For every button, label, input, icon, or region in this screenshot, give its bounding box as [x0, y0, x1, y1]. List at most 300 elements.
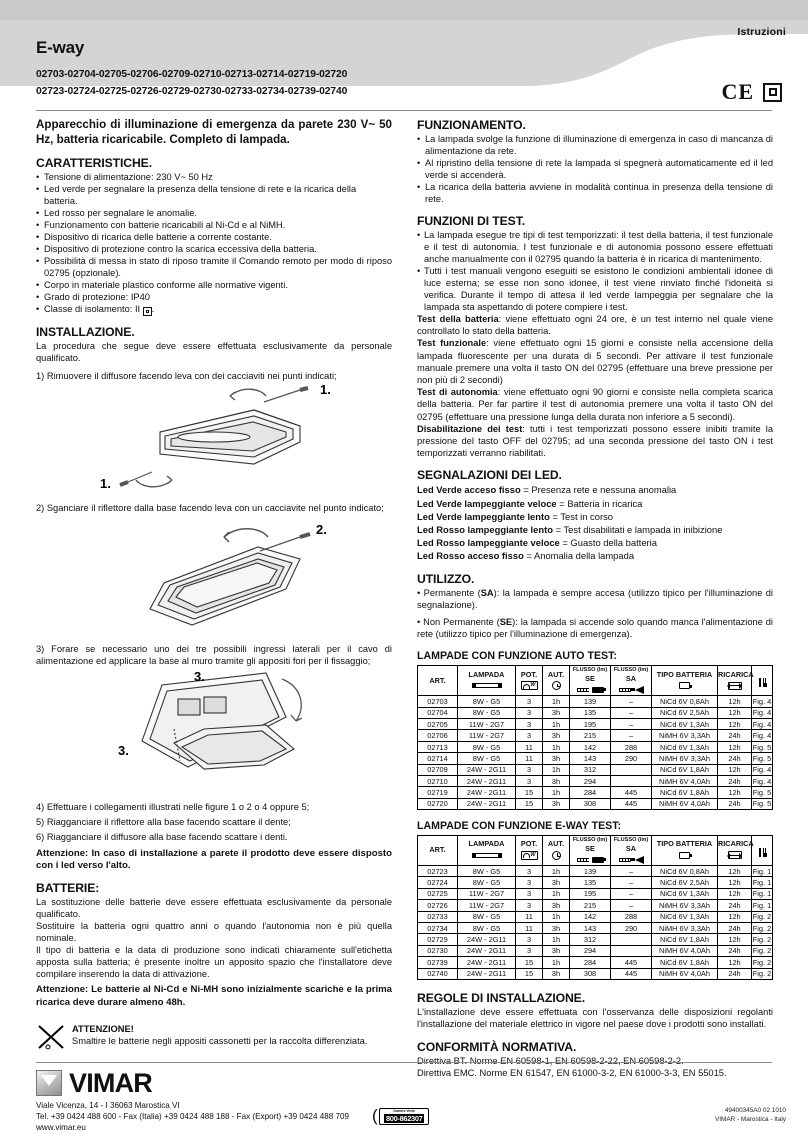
col-header-flusso-se: FLUSSO (lm) SE [570, 666, 611, 696]
cell-figura: Fig. 5 [752, 788, 772, 798]
utilizzo-item-non-permanente [417, 616, 773, 640]
installazione-step-2: 2) Sganciare il riflettore dalla base facendo leva con un cacciavite nel punto indicato; [36, 503, 384, 514]
cell-aut: 1h [543, 888, 570, 899]
list-item-class-isolamento [36, 303, 392, 316]
instructions-label: Istruzioni [737, 26, 786, 38]
table-row [418, 798, 773, 809]
cell-ricarica: 24h [718, 730, 752, 741]
table-row [418, 888, 773, 899]
cell-lampada: 11W - 2G7 [458, 719, 516, 730]
ce-mark-icon: CE [721, 79, 754, 104]
cell-aut: 3h [543, 877, 570, 888]
cell-ricarica: 12h [718, 707, 752, 718]
cell-aut: 1h [543, 866, 570, 877]
cell-flusso-se: 312 [570, 764, 611, 775]
crossed-out-wheeled-bin-icon [36, 1022, 66, 1052]
test-definition-term: Disabilitazione dei test [417, 423, 523, 434]
col-header-flusso-sa: FLUSSO (lm) SA [611, 666, 652, 696]
batterie-warning: Attenzione: Le batterie al Ni-Cd e Ni-MH sono inizialmente scariche e la prima ricarica deve durare almeno 48h. [36, 984, 392, 1008]
funzionamento-list [417, 133, 773, 205]
class-isolamento-text: Classe di isolamento: II [44, 304, 141, 315]
cell-flusso-sa [611, 776, 652, 787]
cell-flusso-se: 308 [570, 968, 611, 979]
cell-lampada: 11W - 2G7 [458, 888, 516, 899]
cell-tipo-batteria: NiCd 6V 2,5Ah [652, 877, 718, 888]
table-row [418, 911, 773, 922]
list-item: • Dispositivo di protezione contro la scarica eccessiva della batteria. [36, 243, 392, 255]
list-item: • Led rosso per segnalare le anomalie. [36, 207, 392, 219]
lamp-battery-icon [570, 684, 610, 695]
cell-lampada: 8W - G5 [458, 911, 516, 922]
cell-ricarica: 12h [718, 696, 752, 707]
col-header-art: ART. [418, 836, 458, 866]
test-definition-text: : tutti i test temporizzati possono essere inibiti tramite la pressione del tasto OFF del 02795; ad una seconda pressione del tasto ON i test temporizzati verranno riabilitati. [417, 423, 773, 459]
cell-flusso-sa: 445 [611, 787, 652, 798]
header-divider [36, 110, 772, 111]
table-row [418, 741, 773, 752]
cell-art: 02704 [418, 707, 458, 718]
cell-aut: 3h [543, 798, 570, 809]
installazione-step-5: 5) Riagganciare il riflettore alla base facendo scattare il dente; [36, 817, 291, 828]
cell-flusso-sa: – [611, 877, 652, 888]
col-header-figura [752, 836, 773, 866]
figure-2-label: 2. [316, 521, 327, 537]
led-signals-list [417, 483, 773, 562]
section-heading-funzionamento: FUNZIONAMENTO. [417, 118, 526, 132]
cell-figura: Fig. 2 [752, 935, 772, 945]
cell-lampada: 8W - G5 [458, 753, 516, 764]
cell-aut: 1h [543, 957, 570, 968]
cell-ricarica: 12h [718, 719, 752, 730]
disposal-warning-title: ATTENZIONE! [72, 1023, 134, 1034]
cell-figura: Fig. 4 [752, 696, 772, 706]
address-line-2: Tel. +39 0424 488 600 - Fax (Italia) +39 0424 488 188 - Fax (Export) +39 0424 488 709 [36, 1111, 349, 1121]
led-signal-row [417, 497, 773, 510]
cell-flusso-se: 308 [570, 798, 611, 809]
cell-flusso-se: 195 [570, 888, 611, 899]
cell-tipo-batteria: NiMH 6V 3,3Ah [652, 730, 718, 741]
cell-pot: 3 [516, 719, 543, 730]
utilizzo-prefix: • Non Permanente ( [417, 617, 500, 628]
cell-flusso-se: 135 [570, 877, 611, 888]
installazione-step-3: 3) Forare se necessario uno dei tre possibili ingressi laterali per il cavo di alimentazione ed applicare la base al muro tramite gli appositi fori per il fissaggio; [36, 643, 392, 666]
table-row [418, 787, 773, 798]
cell-ricarica: 12h [718, 764, 752, 775]
cell-lampada: 24W - 2G11 [458, 968, 516, 979]
cell-art: 02734 [418, 922, 458, 933]
cell-flusso-sa: – [611, 707, 652, 718]
cell-ricarica: 24h [718, 968, 752, 979]
section-heading-regole: REGOLE DI INSTALLAZIONE. [417, 990, 585, 1005]
battery-icon [652, 850, 717, 861]
page-title: E-way [36, 38, 85, 57]
cell-aut: 1h [543, 696, 570, 707]
cell-art: 02706 [418, 730, 458, 741]
cell-flusso-se: 215 [570, 730, 611, 741]
cell-flusso-sa: 290 [611, 922, 652, 933]
certification-marks [721, 79, 782, 105]
col-header-lampada: LAMPADA [458, 836, 516, 866]
cell-ricarica: 12h [718, 741, 752, 752]
lamp-battery-icon [570, 854, 610, 865]
led-signal-row [417, 523, 773, 536]
cell-figura: Fig. 1 [752, 889, 772, 899]
cell-figura: Fig. 4 [752, 719, 772, 729]
cell-flusso-sa: – [611, 900, 652, 911]
table-eway-test-body [418, 866, 773, 980]
cell-tipo-batteria: NiCd 6V 1,8Ah [652, 957, 718, 968]
class-isolamento-suffix: . [151, 304, 155, 315]
cell-pot: 3 [516, 900, 543, 911]
table-title-auto-test: LAMPADE CON FUNZIONE AUTO TEST: [417, 650, 617, 663]
cell-figura: Fig. 2 [752, 969, 772, 979]
cell-art: 02726 [418, 900, 458, 911]
tools-icon [752, 670, 772, 692]
list-item: • Grado di protezione: IP40 [36, 291, 392, 303]
table-auto-test [417, 665, 773, 810]
col-header-aut: AUT. [543, 666, 570, 696]
cell-flusso-se: 215 [570, 900, 611, 911]
table-row [418, 753, 773, 764]
cell-pot: 3 [516, 945, 543, 956]
cell-art: 02714 [418, 753, 458, 764]
cell-art: 02724 [418, 877, 458, 888]
led-signal-text: = Anomalia della lampada [523, 550, 635, 562]
test-definition-text: : viene effettuato ogni 15 giorni e consiste nella accensione della lampada fluorescente per una durata di 5 secondi. Per attivare il test funzionale manuale premere una volta il tasto ON del 02795 (effettuare una breve pressione per non più di 2 secondi) [417, 338, 773, 386]
cell-tipo-batteria: NiCd 6V 1,3Ah [652, 911, 718, 922]
table-row [418, 957, 773, 968]
cell-pot: 15 [516, 787, 543, 798]
col-header-aut: AUT. [543, 836, 570, 866]
cell-lampada: 8W - G5 [458, 696, 516, 707]
cell-flusso-se: 143 [570, 922, 611, 933]
cell-art: 02710 [418, 776, 458, 787]
cell-pot: 15 [516, 968, 543, 979]
led-signal-text: = Test in corso [549, 510, 613, 522]
test-definition-text: : viene effettuato ogni 24 ore, è un test interno nel quale viene controllato lo stato della batteria. [417, 314, 773, 337]
cell-flusso-se: 139 [570, 696, 611, 707]
cell-ricarica: 24h [718, 945, 752, 956]
cell-figura: Fig. 5 [752, 742, 772, 752]
cell-tipo-batteria: NiCd 6V 1,8Ah [652, 787, 718, 798]
led-signal-term: Led Verde acceso fisso [417, 484, 521, 496]
cell-art: 02713 [418, 741, 458, 752]
doc-origin: VIMAR - Marostica - Italy [714, 1116, 786, 1123]
lamp-mains-plug-icon [611, 854, 651, 865]
disposal-warning-block [36, 1022, 392, 1052]
table-row [418, 764, 773, 775]
cell-ricarica: 12h [718, 957, 752, 968]
table-row [418, 900, 773, 911]
cell-figura: Fig. 5 [752, 799, 772, 809]
cell-figura: Fig. 1 [752, 900, 772, 910]
clock-icon [543, 680, 569, 691]
cell-pot: 3 [516, 866, 543, 877]
cell-ricarica: 24h [718, 922, 752, 933]
company-address [36, 1101, 349, 1133]
list-item: • Dispositivo di ricarica delle batterie a corrente costante. [36, 231, 392, 243]
cell-figura: Fig. 2 [752, 912, 772, 922]
website-url[interactable]: www.vimar.eu [36, 1122, 86, 1132]
batterie-paragraph-2: Sostituire la batteria ogni quattro anni o quando l'autonomia non è più quella nominale. [36, 920, 392, 943]
cell-art: 02720 [418, 798, 458, 809]
cell-aut: 3h [543, 776, 570, 787]
conformita-line-2: Direttiva EMC. Norme EN 61547, EN 61000-3-2, EN 61000-3-3, EN 55015. [417, 1068, 727, 1079]
cell-aut: 1h [543, 911, 570, 922]
cell-ricarica: 12h [718, 934, 752, 945]
battery-icon [652, 680, 717, 691]
tube-lamp-icon [458, 850, 515, 861]
list-item: • Possibilità di messa in stato di riposo tramite il Comando remoto per modo di riposo 02795 (opzionale). [36, 255, 392, 279]
led-signal-term: Led Verde lampeggiante lento [417, 510, 550, 522]
cell-art: 02740 [418, 968, 458, 979]
led-signal-row [417, 536, 773, 549]
cell-art: 02709 [418, 764, 458, 775]
list-item: • Led verde per segnalare la presenza della tensione di rete e la ricarica della batteria. [36, 183, 392, 207]
cell-aut: 1h [543, 719, 570, 730]
cell-flusso-sa: 290 [611, 753, 652, 764]
cell-figura: Fig. 4 [752, 776, 772, 786]
col-header-pot: POT. W [516, 836, 543, 866]
cell-tipo-batteria: NiMH 6V 4,0Ah [652, 968, 718, 979]
cell-ricarica: 12h [718, 787, 752, 798]
utilizzo-item-permanente [417, 587, 773, 611]
col-header-pot: POT. W [516, 666, 543, 696]
cell-flusso-sa [611, 945, 652, 956]
cell-pot: 11 [516, 753, 543, 764]
cell-flusso-se: 135 [570, 707, 611, 718]
cell-aut: 3h [543, 707, 570, 718]
col-header-ricarica: RICARICA [718, 666, 752, 696]
test-definition-term: Test di autonomia [417, 387, 498, 398]
cell-flusso-sa: – [611, 696, 652, 707]
cell-art: 02703 [418, 696, 458, 707]
cell-figura: Fig. 4 [752, 765, 772, 775]
conformita-line-1: Direttiva BT. Norme EN 60598-1, EN 60598-2-22, EN 60598-2-2. [417, 1056, 684, 1067]
cell-flusso-sa: 445 [611, 957, 652, 968]
col-header-tipo-batteria: TIPO BATTERIA [652, 836, 718, 866]
figure-3-label-a: 3. [194, 669, 205, 684]
lamp-mains-plug-icon [611, 684, 651, 695]
cell-figura: Fig. 2 [752, 923, 772, 933]
utilizzo-suffix: ): la lampada si accende solo quando manca l'alimentazione di rete (utilizzo tipico per l'illuminazione di emergenza). [417, 617, 773, 640]
cell-flusso-se: 312 [570, 934, 611, 945]
figure-step-3 [36, 669, 392, 797]
product-codes [36, 66, 596, 100]
cell-lampada: 24W - 2G11 [458, 957, 516, 968]
cell-ricarica: 12h [718, 877, 752, 888]
cell-ricarica: 24h [718, 900, 752, 911]
table-row [418, 776, 773, 787]
green-number-label: Numero Verde [393, 1109, 416, 1113]
product-description: Apparecchio di illuminazione di emergenza da parete 230 V~ 50 Hz, batteria ricaricabile. Completo di lampada. [36, 118, 392, 146]
cell-figura: Fig. 5 [752, 753, 772, 763]
cell-flusso-sa: – [611, 730, 652, 741]
left-column [36, 118, 392, 1052]
col-header-lampada: LAMPADA [458, 666, 516, 696]
funzioni-test-list [417, 229, 773, 313]
cell-flusso-se: 142 [570, 741, 611, 752]
cell-pot: 3 [516, 764, 543, 775]
cell-tipo-batteria: NiCd 6V 1,8Ah [652, 934, 718, 945]
cell-aut: 1h [543, 764, 570, 775]
cell-tipo-batteria: NiCd 6V 1,3Ah [652, 741, 718, 752]
brand-name: VIMAR [69, 1068, 152, 1098]
cell-pot: 3 [516, 877, 543, 888]
cell-figura: Fig. 2 [752, 946, 772, 956]
cell-ricarica: 24h [718, 798, 752, 809]
cell-pot: 11 [516, 922, 543, 933]
cell-figura: Fig. 1 [752, 866, 772, 876]
col-header-flusso-se: FLUSSO (lm) SE [570, 836, 611, 866]
utilizzo-suffix: ): la lampada è sempre accesa (utilizzo tipico per l'illuminazione di segnalazione). [417, 587, 773, 610]
led-signal-row [417, 510, 773, 523]
section-heading-segnalazioni: SEGNALAZIONI DEI LED. [417, 468, 562, 483]
cell-aut: 3h [543, 900, 570, 911]
cell-flusso-sa [611, 764, 652, 775]
cell-tipo-batteria: NiMH 6V 3,3Ah [652, 753, 718, 764]
list-item: • Corpo in materiale plastico conforme alle normative vigenti. [36, 279, 392, 291]
test-definition [417, 423, 773, 460]
cell-pot: 3 [516, 730, 543, 741]
cell-aut: 3h [543, 945, 570, 956]
disposal-warning-text [72, 1022, 367, 1047]
col-header-ricarica: RICARICA [718, 836, 752, 866]
cell-art: 02719 [418, 787, 458, 798]
doc-code-value: 49400345A0 02 1010 [724, 1107, 786, 1114]
cell-lampada: 8W - G5 [458, 741, 516, 752]
list-item: • Tensione di alimentazione: 230 V~ 50 Hz [36, 171, 392, 183]
section-heading-utilizzo: UTILIZZO. [417, 571, 475, 586]
list-item: • Al ripristino della tensione di rete la lampada si spegnerà automaticamente ed il led verde si accenderà. [417, 157, 773, 181]
cell-art: 02705 [418, 719, 458, 730]
cell-figura: Fig. 2 [752, 957, 772, 967]
installazione-step-6: 6) Riagganciare il diffusore alla base facendo scattare i denti. [36, 832, 288, 843]
table-title-eway-test: LAMPADE CON FUNZIONE E-WAY TEST: [417, 820, 622, 833]
cell-aut: 3h [543, 753, 570, 764]
cell-flusso-sa: 288 [611, 911, 652, 922]
table-auto-test-body [418, 696, 773, 810]
caratteristiche-list [36, 171, 392, 316]
cell-tipo-batteria: NiCd 6V 1,3Ah [652, 719, 718, 730]
recharge-icon [718, 680, 751, 691]
cell-aut: 3h [543, 968, 570, 979]
test-definition [417, 337, 773, 386]
installazione-intro: La procedura che segue deve essere effettuata esclusivamente da personale qualificato. [36, 341, 392, 364]
table-row [418, 719, 773, 730]
cell-figura: Fig. 4 [752, 731, 772, 741]
cell-art: 02725 [418, 888, 458, 899]
brand-logo [36, 1070, 152, 1096]
right-column [417, 118, 773, 1079]
document-code [715, 1106, 786, 1124]
cell-flusso-se: 284 [570, 957, 611, 968]
utilizzo-prefix: • Permanente ( [417, 587, 481, 598]
cell-flusso-sa: – [611, 888, 652, 899]
installazione-step-1: 1) Rimuovere il diffusore facendo leva con dei cacciaviti nei punti indicati; [36, 371, 337, 382]
cell-tipo-batteria: NiMH 6V 4,0Ah [652, 776, 718, 787]
cell-art: 02723 [418, 866, 458, 877]
table-row [418, 730, 773, 741]
batterie-paragraph-3: Il tipo di batteria e la data di produzione sono indicati chiaramente sull'etichetta apposta sulla batteria; è presente inoltre un apposito spazio che l'installatore deve compilare inserendo la data di attivazione. [36, 944, 392, 980]
col-header-flusso-sa: FLUSSO (lm) SA [611, 836, 652, 866]
cell-tipo-batteria: NiMH 6V 3,3Ah [652, 922, 718, 933]
led-signal-term: Led Rosso lampeggiante lento [417, 524, 553, 536]
cell-aut: 3h [543, 922, 570, 933]
clock-icon [543, 850, 569, 861]
cell-lampada: 24W - 2G11 [458, 934, 516, 945]
cell-ricarica: 12h [718, 888, 752, 899]
cell-lampada: 24W - 2G11 [458, 787, 516, 798]
test-definition [417, 386, 773, 423]
led-signal-term: Led Rosso acceso fisso [417, 550, 524, 562]
disposal-warning-body: Smaltire le batterie negli appositi cassonetti per la raccolta differenziata. [72, 1035, 368, 1046]
cell-ricarica: 12h [718, 866, 752, 877]
led-signal-text: = Test disabilitati e lampada in inibizione [552, 524, 723, 536]
cell-lampada: 24W - 2G11 [458, 764, 516, 775]
cell-flusso-se: 294 [570, 945, 611, 956]
table-row [418, 877, 773, 888]
tools-icon [752, 840, 772, 862]
table-row [418, 945, 773, 956]
class-II-insulation-icon [763, 83, 782, 102]
cell-flusso-sa: 288 [611, 741, 652, 752]
list-item: • La lampada svolge la funzione di illuminazione di emergenza in caso di mancanza di alimentazione da rete. [417, 133, 773, 157]
cell-ricarica: 12h [718, 911, 752, 922]
power-watt-icon: W [516, 680, 542, 691]
recharge-icon [718, 850, 751, 861]
cell-pot: 11 [516, 741, 543, 752]
cell-lampada: 24W - 2G11 [458, 945, 516, 956]
vimar-mark-icon [36, 1070, 62, 1096]
cell-lampada: 8W - G5 [458, 707, 516, 718]
address-line-1: Viale Vicenza, 14 - I 36063 Marostica VI [36, 1101, 180, 1110]
figure-1-label-a: 1. [320, 384, 331, 398]
product-codes-line-2: 02723-02724-02725-02726-02729-02730-02733-02734-02739-02740 [36, 86, 348, 97]
cell-tipo-batteria: NiMH 6V 4,0Ah [652, 945, 718, 956]
led-signal-term: Led Rosso lampeggiante veloce [417, 537, 560, 549]
col-header-figura [752, 666, 773, 696]
cell-tipo-batteria: NiMH 6V 4,0Ah [652, 798, 718, 809]
test-definition-text: : viene effettuato ogni 90 giorni e consiste nella completa scarica della batteria. Per far partire il test di autonomia premere una volta il tasto ON del 02795 (effettuare una pressione lunga della durata non inferiore a 5 secondi). [417, 387, 773, 422]
cell-art: 02730 [418, 945, 458, 956]
test-definition-term: Test della batteria [417, 314, 499, 324]
cell-figura: Fig. 1 [752, 878, 772, 888]
cell-lampada: 24W - 2G11 [458, 798, 516, 809]
installazione-step-4: 4) Effettuare i collegamenti illustrati nelle figure 1 o 2 o 4 oppure 5; [36, 802, 310, 812]
list-item: • Tutti i test manuali vengono eseguiti se esistono le condizioni ambientali idonee di luce esterna; se esse non sono idonee, il test viene rinviato finché l'idoneità si verifica. Durante il tempo di attesa il led verde lampeggia per segnalare che la lampada sta aspettando di potere compiere i test. [417, 265, 773, 313]
batterie-paragraph-1: La sostituzione delle batterie deve essere effettuata esclusivamente da personale qualificato. [36, 896, 392, 919]
cell-tipo-batteria: NiCd 6V 0,8Ah [652, 696, 718, 707]
cell-ricarica: 24h [718, 753, 752, 764]
figure-1-label-b: 1. [100, 476, 111, 492]
led-signal-row [417, 483, 773, 496]
section-heading-funzioni-test: FUNZIONI DI TEST. [417, 214, 525, 228]
list-item: • Funzionamento con batterie ricaricabili al Ni-Cd e al NiMH. [36, 219, 392, 231]
cell-lampada: 24W - 2G11 [458, 776, 516, 787]
cell-flusso-sa [611, 934, 652, 945]
led-signal-text: = Presenza rete e nessuna anomalia [520, 484, 677, 496]
cell-art: 02729 [418, 934, 458, 945]
led-signal-text: = Guasto della batteria [559, 537, 657, 549]
list-item: • La lampada esegue tre tipi di test temporizzati: il test della batteria, il test funzionale e il test di autonomia. I test funzionale e di autonomia possono essere effettuati anche manualmente con il 02795 quando la batteria è in ricarica di mantenimento. [417, 229, 773, 265]
cell-lampada: 8W - G5 [458, 877, 516, 888]
test-definition-term: Test funzionale [417, 338, 487, 349]
section-heading-installazione: INSTALLAZIONE. [36, 325, 135, 340]
cell-aut: 1h [543, 934, 570, 945]
cell-lampada: 11W - 2G7 [458, 900, 516, 911]
cell-flusso-se: 139 [570, 866, 611, 877]
